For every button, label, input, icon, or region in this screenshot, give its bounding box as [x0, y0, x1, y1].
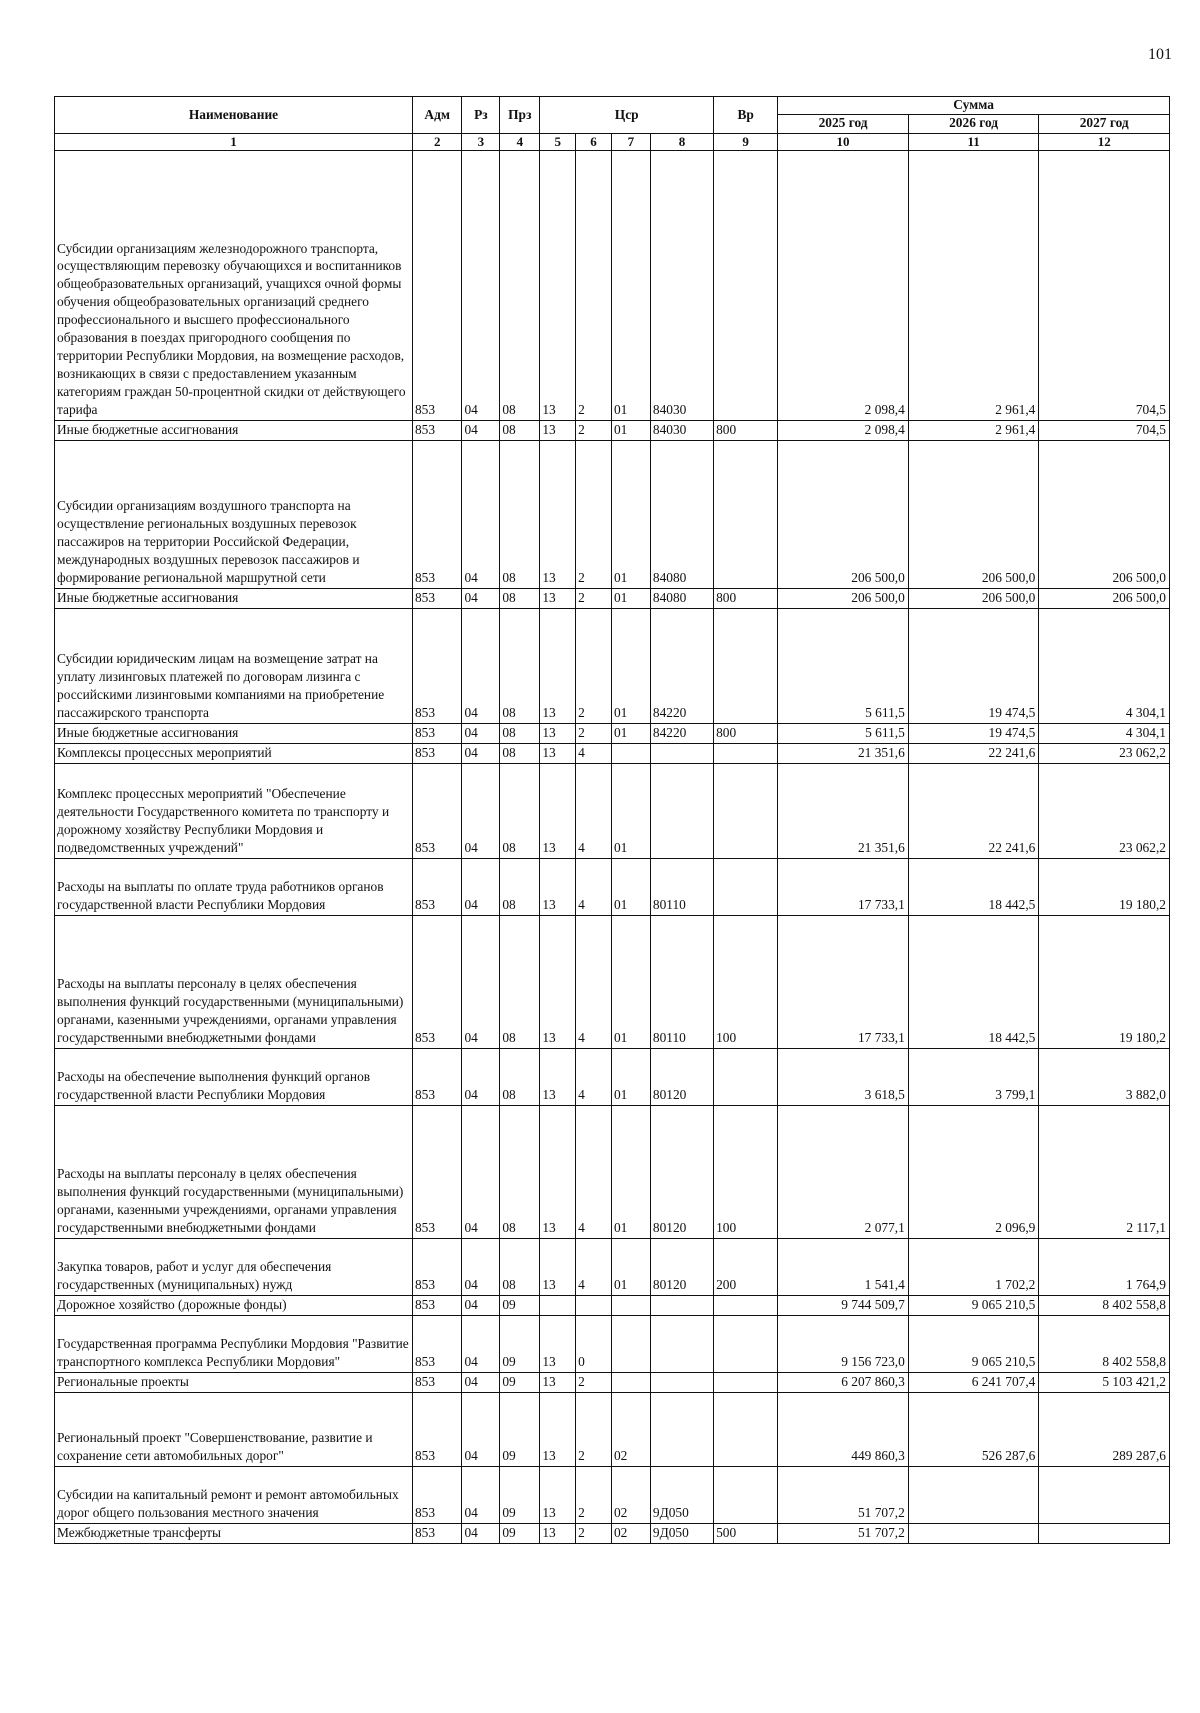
row-adm: 853: [412, 608, 461, 723]
row-sum-2027: 23 062,2: [1039, 763, 1170, 858]
table-row: [55, 1295, 1170, 1315]
column-number: 1: [55, 133, 413, 150]
row-vr: [714, 858, 778, 915]
row-tsr-6: 2: [576, 440, 612, 588]
column-number: 10: [778, 133, 909, 150]
row-tsr-7: 01: [611, 421, 650, 441]
row-tsr-8: 80120: [650, 1105, 713, 1238]
row-vr: 800: [714, 723, 778, 743]
row-prz: 09: [500, 1372, 540, 1392]
row-vr: [714, 151, 778, 421]
row-adm: 853: [412, 1392, 461, 1466]
budget-table: [54, 96, 1170, 1544]
row-tsr-5: 13: [540, 421, 576, 441]
table-row: [55, 743, 1170, 763]
row-sum-2026: 9 065 210,5: [908, 1315, 1039, 1372]
row-name: Субсидии на капитальный ремонт и ремонт автомобильных дорог общего пользования местного значения: [55, 1466, 413, 1523]
row-sum-2027: 19 180,2: [1039, 858, 1170, 915]
row-name: Расходы на выплаты персоналу в целях обеспечения выполнения функций государственными (муниципальными) органами, казенными учреждениями, органами управления государственными внебюджетными фондами: [55, 1105, 413, 1238]
row-tsr-5: [540, 1295, 576, 1315]
row-name: Расходы на обеспечение выполнения функций органов государственной власти Республики Мордовия: [55, 1048, 413, 1105]
row-adm: 853: [412, 915, 461, 1048]
row-sum-2025: 449 860,3: [778, 1392, 909, 1466]
row-tsr-5: 13: [540, 858, 576, 915]
row-rz: 04: [462, 440, 500, 588]
row-sum-2026: 22 241,6: [908, 763, 1039, 858]
row-rz: 04: [462, 1048, 500, 1105]
row-tsr-7: 01: [611, 1048, 650, 1105]
row-prz: 08: [500, 1048, 540, 1105]
row-adm: 853: [412, 763, 461, 858]
row-prz: 08: [500, 608, 540, 723]
row-name: Расходы на выплаты по оплате труда работников органов государственной власти Республики Мордовия: [55, 858, 413, 915]
row-adm: 853: [412, 743, 461, 763]
row-tsr-7: 02: [611, 1392, 650, 1466]
row-tsr-7: [611, 1295, 650, 1315]
row-adm: 853: [412, 1466, 461, 1523]
row-tsr-8: 80110: [650, 858, 713, 915]
row-sum-2025: 51 707,2: [778, 1523, 909, 1543]
row-name: Региональный проект "Совершенствование, развитие и сохранение сети автомобильных дорог": [55, 1392, 413, 1466]
row-name: Региональные проекты: [55, 1372, 413, 1392]
row-name: Межбюджетные трансферты: [55, 1523, 413, 1543]
row-tsr-5: 13: [540, 763, 576, 858]
row-name: Дорожное хозяйство (дорожные фонды): [55, 1295, 413, 1315]
header-year-2025: 2025 год: [778, 114, 909, 133]
row-tsr-8: 84220: [650, 608, 713, 723]
column-number: 11: [908, 133, 1039, 150]
row-tsr-8: 9Д050: [650, 1523, 713, 1543]
row-tsr-6: 4: [576, 1048, 612, 1105]
row-vr: [714, 743, 778, 763]
row-tsr-8: [650, 1372, 713, 1392]
row-rz: 04: [462, 1105, 500, 1238]
column-number: 2: [412, 133, 461, 150]
row-sum-2025: 206 500,0: [778, 588, 909, 608]
row-tsr-8: [650, 1295, 713, 1315]
row-sum-2025: 51 707,2: [778, 1466, 909, 1523]
row-tsr-8: [650, 1392, 713, 1466]
column-numbers-row: [55, 133, 1170, 150]
row-vr: [714, 608, 778, 723]
table-header: [55, 97, 1170, 151]
row-tsr-6: 2: [576, 1372, 612, 1392]
page-number: 101: [1148, 46, 1172, 63]
header-rz: Рз: [462, 97, 500, 134]
row-tsr-7: 01: [611, 440, 650, 588]
header-tsr: Цср: [540, 97, 714, 134]
row-adm: 853: [412, 1523, 461, 1543]
row-sum-2025: 3 618,5: [778, 1048, 909, 1105]
row-prz: 08: [500, 763, 540, 858]
table-row: [55, 1238, 1170, 1295]
row-name: Комплексы процессных мероприятий: [55, 743, 413, 763]
row-tsr-7: 01: [611, 1105, 650, 1238]
row-adm: 853: [412, 1048, 461, 1105]
header-name: Наименование: [55, 97, 413, 134]
row-tsr-6: 4: [576, 1105, 612, 1238]
row-tsr-7: 01: [611, 723, 650, 743]
column-number: 4: [500, 133, 540, 150]
row-sum-2027: 8 402 558,8: [1039, 1295, 1170, 1315]
row-tsr-5: 13: [540, 1238, 576, 1295]
row-rz: 04: [462, 1238, 500, 1295]
row-sum-2027: 4 304,1: [1039, 723, 1170, 743]
table-row: [55, 421, 1170, 441]
row-name: Иные бюджетные ассигнования: [55, 723, 413, 743]
row-tsr-5: 13: [540, 1372, 576, 1392]
row-vr: [714, 1315, 778, 1372]
row-rz: 04: [462, 743, 500, 763]
row-sum-2025: 21 351,6: [778, 763, 909, 858]
row-sum-2026: 526 287,6: [908, 1392, 1039, 1466]
row-prz: 09: [500, 1523, 540, 1543]
row-sum-2026: [908, 1466, 1039, 1523]
row-rz: 04: [462, 723, 500, 743]
row-tsr-6: 4: [576, 858, 612, 915]
row-sum-2025: 21 351,6: [778, 743, 909, 763]
row-sum-2025: 2 098,4: [778, 151, 909, 421]
row-sum-2026: 206 500,0: [908, 588, 1039, 608]
row-tsr-5: 13: [540, 151, 576, 421]
row-name: Расходы на выплаты персоналу в целях обеспечения выполнения функций государственными (муниципальными) органами, казенными учреждениями, органами управления государственными внебюджетными фондами: [55, 915, 413, 1048]
row-tsr-7: 01: [611, 608, 650, 723]
row-sum-2026: 1 702,2: [908, 1238, 1039, 1295]
row-sum-2025: 6 207 860,3: [778, 1372, 909, 1392]
row-prz: 09: [500, 1392, 540, 1466]
column-number: 9: [714, 133, 778, 150]
row-vr: [714, 1466, 778, 1523]
row-tsr-5: 13: [540, 743, 576, 763]
header-vr: Вр: [714, 97, 778, 134]
row-tsr-6: 4: [576, 743, 612, 763]
row-tsr-8: 9Д050: [650, 1466, 713, 1523]
row-vr: [714, 1372, 778, 1392]
row-tsr-7: 01: [611, 858, 650, 915]
row-prz: 08: [500, 421, 540, 441]
row-prz: 08: [500, 915, 540, 1048]
row-vr: 500: [714, 1523, 778, 1543]
row-vr: [714, 763, 778, 858]
row-tsr-5: 13: [540, 588, 576, 608]
row-tsr-5: 13: [540, 1105, 576, 1238]
row-sum-2026: 2 096,9: [908, 1105, 1039, 1238]
row-tsr-7: [611, 743, 650, 763]
row-vr: 800: [714, 421, 778, 441]
row-tsr-6: 4: [576, 763, 612, 858]
column-number: 12: [1039, 133, 1170, 150]
row-sum-2027: 704,5: [1039, 151, 1170, 421]
row-tsr-7: [611, 1315, 650, 1372]
row-sum-2027: 206 500,0: [1039, 440, 1170, 588]
table-row: [55, 1523, 1170, 1543]
row-adm: 853: [412, 1238, 461, 1295]
row-rz: 04: [462, 421, 500, 441]
column-number: 5: [540, 133, 576, 150]
table-row: [55, 723, 1170, 743]
table-row: [55, 1466, 1170, 1523]
row-adm: 853: [412, 1315, 461, 1372]
row-tsr-6: 2: [576, 588, 612, 608]
row-sum-2026: 18 442,5: [908, 858, 1039, 915]
row-tsr-5: 13: [540, 1466, 576, 1523]
row-name: Закупка товаров, работ и услуг для обеспечения государственных (муниципальных) нужд: [55, 1238, 413, 1295]
row-sum-2026: 2 961,4: [908, 421, 1039, 441]
header-prz: Прз: [500, 97, 540, 134]
row-adm: 853: [412, 1295, 461, 1315]
row-sum-2026: 9 065 210,5: [908, 1295, 1039, 1315]
row-sum-2027: 19 180,2: [1039, 915, 1170, 1048]
column-number: 6: [576, 133, 612, 150]
row-sum-2026: 6 241 707,4: [908, 1372, 1039, 1392]
row-tsr-8: 80120: [650, 1238, 713, 1295]
row-sum-2027: 4 304,1: [1039, 608, 1170, 723]
table-row: [55, 915, 1170, 1048]
row-tsr-7: 01: [611, 588, 650, 608]
row-sum-2027: 5 103 421,2: [1039, 1372, 1170, 1392]
row-name: Иные бюджетные ассигнования: [55, 588, 413, 608]
row-adm: 853: [412, 440, 461, 588]
row-sum-2026: 2 961,4: [908, 151, 1039, 421]
row-tsr-5: 13: [540, 608, 576, 723]
row-sum-2027: 8 402 558,8: [1039, 1315, 1170, 1372]
row-sum-2025: 9 744 509,7: [778, 1295, 909, 1315]
row-tsr-5: 13: [540, 723, 576, 743]
row-name: Субсидии организациям воздушного транспорта на осуществление региональных воздушных перевозок пассажиров на территории Российской Федерации, международных воздушных перевозок пассажиров и формирование региональной маршрутной сети: [55, 440, 413, 588]
row-prz: 09: [500, 1466, 540, 1523]
row-prz: 08: [500, 723, 540, 743]
row-tsr-5: 13: [540, 1048, 576, 1105]
row-vr: 200: [714, 1238, 778, 1295]
row-sum-2027: 2 117,1: [1039, 1105, 1170, 1238]
row-sum-2025: 17 733,1: [778, 915, 909, 1048]
row-tsr-7: 01: [611, 1238, 650, 1295]
table-row: [55, 608, 1170, 723]
row-sum-2027: 1 764,9: [1039, 1238, 1170, 1295]
row-tsr-5: 13: [540, 440, 576, 588]
row-prz: 08: [500, 1238, 540, 1295]
row-vr: [714, 440, 778, 588]
row-rz: 04: [462, 588, 500, 608]
row-prz: 08: [500, 1105, 540, 1238]
row-name: Субсидии юридическим лицам на возмещение затрат на уплату лизинговых платежей по договорам лизинга с российскими лизинговыми компаниями на приобретение пассажирского транспорта: [55, 608, 413, 723]
row-sum-2025: 206 500,0: [778, 440, 909, 588]
row-tsr-8: 84080: [650, 440, 713, 588]
row-rz: 04: [462, 1392, 500, 1466]
row-tsr-8: 80110: [650, 915, 713, 1048]
row-name: Субсидии организациям железнодорожного транспорта, осуществляющим перевозку обучающихся и воспитанников общеобразовательных организаций, учащихся очной формы обучения общеобразовательных организаций среднего профессионального и высшего профессионального образования в поездах пригородного сообщения по территории Республики Мордовия, на возмещение расходов, возникающих в связи с предоставлением указанным категориям граждан 50-процентной скидки от действующего тарифа: [55, 151, 413, 421]
row-rz: 04: [462, 608, 500, 723]
row-rz: 04: [462, 915, 500, 1048]
row-tsr-8: 84080: [650, 588, 713, 608]
row-name: Иные бюджетные ассигнования: [55, 421, 413, 441]
column-number: 3: [462, 133, 500, 150]
table-row: [55, 1105, 1170, 1238]
row-adm: 853: [412, 1372, 461, 1392]
row-vr: [714, 1048, 778, 1105]
column-number: 7: [611, 133, 650, 150]
row-rz: 04: [462, 1315, 500, 1372]
row-tsr-8: 84030: [650, 151, 713, 421]
table-row: [55, 151, 1170, 421]
row-sum-2027: [1039, 1523, 1170, 1543]
header-year-2027: 2027 год: [1039, 114, 1170, 133]
row-adm: 853: [412, 421, 461, 441]
row-tsr-8: [650, 743, 713, 763]
row-rz: 04: [462, 1466, 500, 1523]
row-vr: 100: [714, 915, 778, 1048]
row-tsr-7: [611, 1372, 650, 1392]
row-tsr-8: 80120: [650, 1048, 713, 1105]
table-row: [55, 1048, 1170, 1105]
row-tsr-6: 2: [576, 1466, 612, 1523]
row-sum-2026: 3 799,1: [908, 1048, 1039, 1105]
row-tsr-7: 01: [611, 151, 650, 421]
row-rz: 04: [462, 1372, 500, 1392]
row-rz: 04: [462, 1523, 500, 1543]
row-tsr-5: 13: [540, 1523, 576, 1543]
row-tsr-5: 13: [540, 1315, 576, 1372]
row-sum-2026: 22 241,6: [908, 743, 1039, 763]
row-sum-2025: 1 541,4: [778, 1238, 909, 1295]
row-vr: [714, 1392, 778, 1466]
row-tsr-6: 2: [576, 421, 612, 441]
row-sum-2027: [1039, 1466, 1170, 1523]
row-sum-2025: 5 611,5: [778, 608, 909, 723]
row-vr: 800: [714, 588, 778, 608]
row-sum-2027: 23 062,2: [1039, 743, 1170, 763]
row-prz: 08: [500, 151, 540, 421]
table-row: [55, 858, 1170, 915]
table-body: [55, 151, 1170, 1544]
row-prz: 08: [500, 588, 540, 608]
row-sum-2027: 704,5: [1039, 421, 1170, 441]
row-tsr-8: [650, 1315, 713, 1372]
row-prz: 09: [500, 1295, 540, 1315]
row-rz: 04: [462, 1295, 500, 1315]
row-tsr-8: 84220: [650, 723, 713, 743]
row-adm: 853: [412, 151, 461, 421]
row-tsr-6: 2: [576, 608, 612, 723]
row-sum-2027: 206 500,0: [1039, 588, 1170, 608]
row-tsr-6: 2: [576, 151, 612, 421]
row-tsr-8: [650, 763, 713, 858]
row-name: Комплекс процессных мероприятий "Обеспечение деятельности Государственного комитета по транспорту и дорожному хозяйству Республики Мордовия и подведомственных учреждений": [55, 763, 413, 858]
row-rz: 04: [462, 151, 500, 421]
row-sum-2025: 5 611,5: [778, 723, 909, 743]
row-tsr-5: 13: [540, 915, 576, 1048]
row-tsr-6: 4: [576, 1238, 612, 1295]
row-tsr-6: 2: [576, 723, 612, 743]
row-tsr-6: 2: [576, 1523, 612, 1543]
row-adm: 853: [412, 588, 461, 608]
row-tsr-6: 0: [576, 1315, 612, 1372]
row-name: Государственная программа Республики Мордовия "Развитие транспортного комплекса Республики Мордовия": [55, 1315, 413, 1372]
row-sum-2026: 206 500,0: [908, 440, 1039, 588]
row-tsr-7: 02: [611, 1466, 650, 1523]
row-sum-2026: [908, 1523, 1039, 1543]
header-summa: Сумма: [778, 97, 1170, 115]
row-tsr-6: [576, 1295, 612, 1315]
row-tsr-5: 13: [540, 1392, 576, 1466]
row-adm: 853: [412, 1105, 461, 1238]
row-vr: [714, 1295, 778, 1315]
table-row: [55, 1372, 1170, 1392]
row-sum-2025: 2 077,1: [778, 1105, 909, 1238]
row-adm: 853: [412, 723, 461, 743]
header-adm: Адм: [412, 97, 461, 134]
table-row: [55, 1392, 1170, 1466]
header-year-2026: 2026 год: [908, 114, 1039, 133]
row-sum-2027: 3 882,0: [1039, 1048, 1170, 1105]
row-tsr-7: 01: [611, 915, 650, 1048]
row-tsr-7: 01: [611, 763, 650, 858]
row-prz: 09: [500, 1315, 540, 1372]
row-tsr-8: 84030: [650, 421, 713, 441]
row-prz: 08: [500, 743, 540, 763]
column-number: 8: [650, 133, 713, 150]
row-rz: 04: [462, 763, 500, 858]
table-row: [55, 440, 1170, 588]
row-sum-2027: 289 287,6: [1039, 1392, 1170, 1466]
row-vr: 100: [714, 1105, 778, 1238]
row-sum-2026: 18 442,5: [908, 915, 1039, 1048]
row-prz: 08: [500, 858, 540, 915]
row-sum-2026: 19 474,5: [908, 723, 1039, 743]
row-prz: 08: [500, 440, 540, 588]
row-rz: 04: [462, 858, 500, 915]
row-sum-2025: 9 156 723,0: [778, 1315, 909, 1372]
row-tsr-7: 02: [611, 1523, 650, 1543]
table-row: [55, 588, 1170, 608]
row-sum-2025: 2 098,4: [778, 421, 909, 441]
row-adm: 853: [412, 858, 461, 915]
row-tsr-6: 2: [576, 1392, 612, 1466]
table-row: [55, 763, 1170, 858]
row-sum-2025: 17 733,1: [778, 858, 909, 915]
table-row: [55, 1315, 1170, 1372]
row-tsr-6: 4: [576, 915, 612, 1048]
row-sum-2026: 19 474,5: [908, 608, 1039, 723]
